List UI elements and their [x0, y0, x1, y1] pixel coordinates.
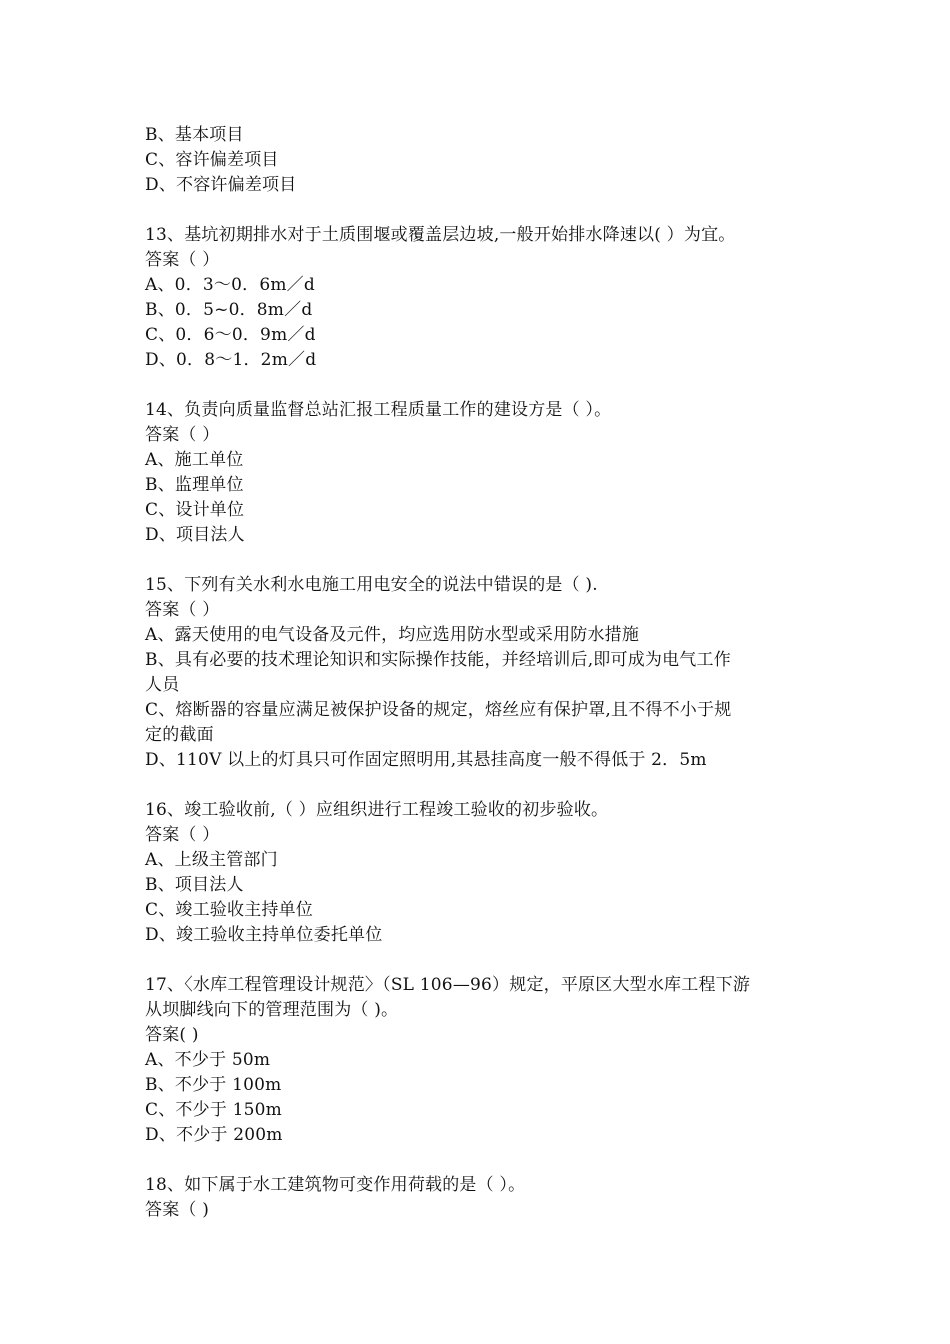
- option-line: C、不少于 150m: [145, 1100, 282, 1120]
- option-line: C、熔断器的容量应满足被保护设备的规定，熔丝应有保护罩,且不得不小于规: [145, 700, 732, 720]
- question-stem: 16、竣工验收前,（ ）应组织进行工程竣工验收的初步验收。: [145, 800, 609, 820]
- option-line: D、110V 以上的灯具只可作固定照明用,其悬挂高度一般不得低于 2．5m: [145, 750, 707, 770]
- option-line: D、不容许偏差项目: [145, 175, 297, 195]
- answer-line: 答案（ ）: [145, 250, 220, 270]
- option-line: C、竣工验收主持单位: [145, 900, 314, 920]
- option-line: D、竣工验收主持单位委托单位: [145, 925, 383, 945]
- option-line: B、项目法人: [145, 875, 244, 895]
- option-line: A、上级主管部门: [145, 850, 278, 870]
- option-line: 定的截面: [145, 725, 214, 745]
- option-line: 人员: [145, 675, 180, 695]
- question-stem: 14、负责向质量监督总站汇报工程质量工作的建设方是（ ）。: [145, 400, 612, 420]
- option-line: D、不少于 200m: [145, 1125, 283, 1145]
- answer-line: 答案（ ): [145, 1200, 210, 1220]
- option-line: C、容许偏差项目: [145, 150, 279, 170]
- question-18: [145, 1173, 805, 1223]
- question-stem: 17、〈水库工程管理设计规范〉（SL 106—96）规定，平原区大型水库工程下游: [145, 975, 751, 995]
- option-line: C、设计单位: [145, 500, 245, 520]
- option-line: B、具有必要的技术理论知识和实际操作技能，并经培训后,即可成为电气工作: [145, 650, 731, 670]
- option-line: D、0．8～1．2m／d: [145, 350, 317, 370]
- question-17: [145, 973, 805, 1148]
- answer-line: 答案( ): [145, 1025, 199, 1045]
- option-line: A、施工单位: [145, 450, 244, 470]
- option-line: B、基本项目: [145, 125, 244, 145]
- option-line: B、不少于 100m: [145, 1075, 282, 1095]
- question-16: [145, 798, 805, 948]
- question-15: [145, 573, 805, 773]
- question-stem: 15、下列有关水利水电施工用电安全的说法中错误的是（ ).: [145, 575, 598, 595]
- answer-line: 答案（ ）: [145, 425, 220, 445]
- option-line: D、项目法人: [145, 525, 245, 545]
- question-stem: 13、基坑初期排水对于土质围堰或覆盖层边坡,一般开始排水降速以( ）为宜。: [145, 225, 736, 245]
- question-stem: 从坝脚线向下的管理范围为（ )。: [145, 1000, 399, 1020]
- option-line: A、不少于 50m: [145, 1050, 271, 1070]
- top-options: [145, 123, 805, 198]
- question-stem: 18、如下属于水工建筑物可变作用荷载的是（ ）。: [145, 1175, 526, 1195]
- option-line: C、0．6～0．9m／d: [145, 325, 316, 345]
- option-line: A、0．3～0．6m／d: [145, 275, 315, 295]
- answer-line: 答案（ ）: [145, 825, 220, 845]
- question-14: [145, 398, 805, 548]
- document-body: [145, 123, 805, 1223]
- option-line: B、0．5~0．8m／d: [145, 300, 313, 320]
- answer-line: 答案（ ）: [145, 600, 220, 620]
- option-line: B、监理单位: [145, 475, 244, 495]
- question-13: [145, 223, 805, 373]
- option-line: A、露天使用的电气设备及元件，均应选用防水型或采用防水措施: [145, 625, 640, 645]
